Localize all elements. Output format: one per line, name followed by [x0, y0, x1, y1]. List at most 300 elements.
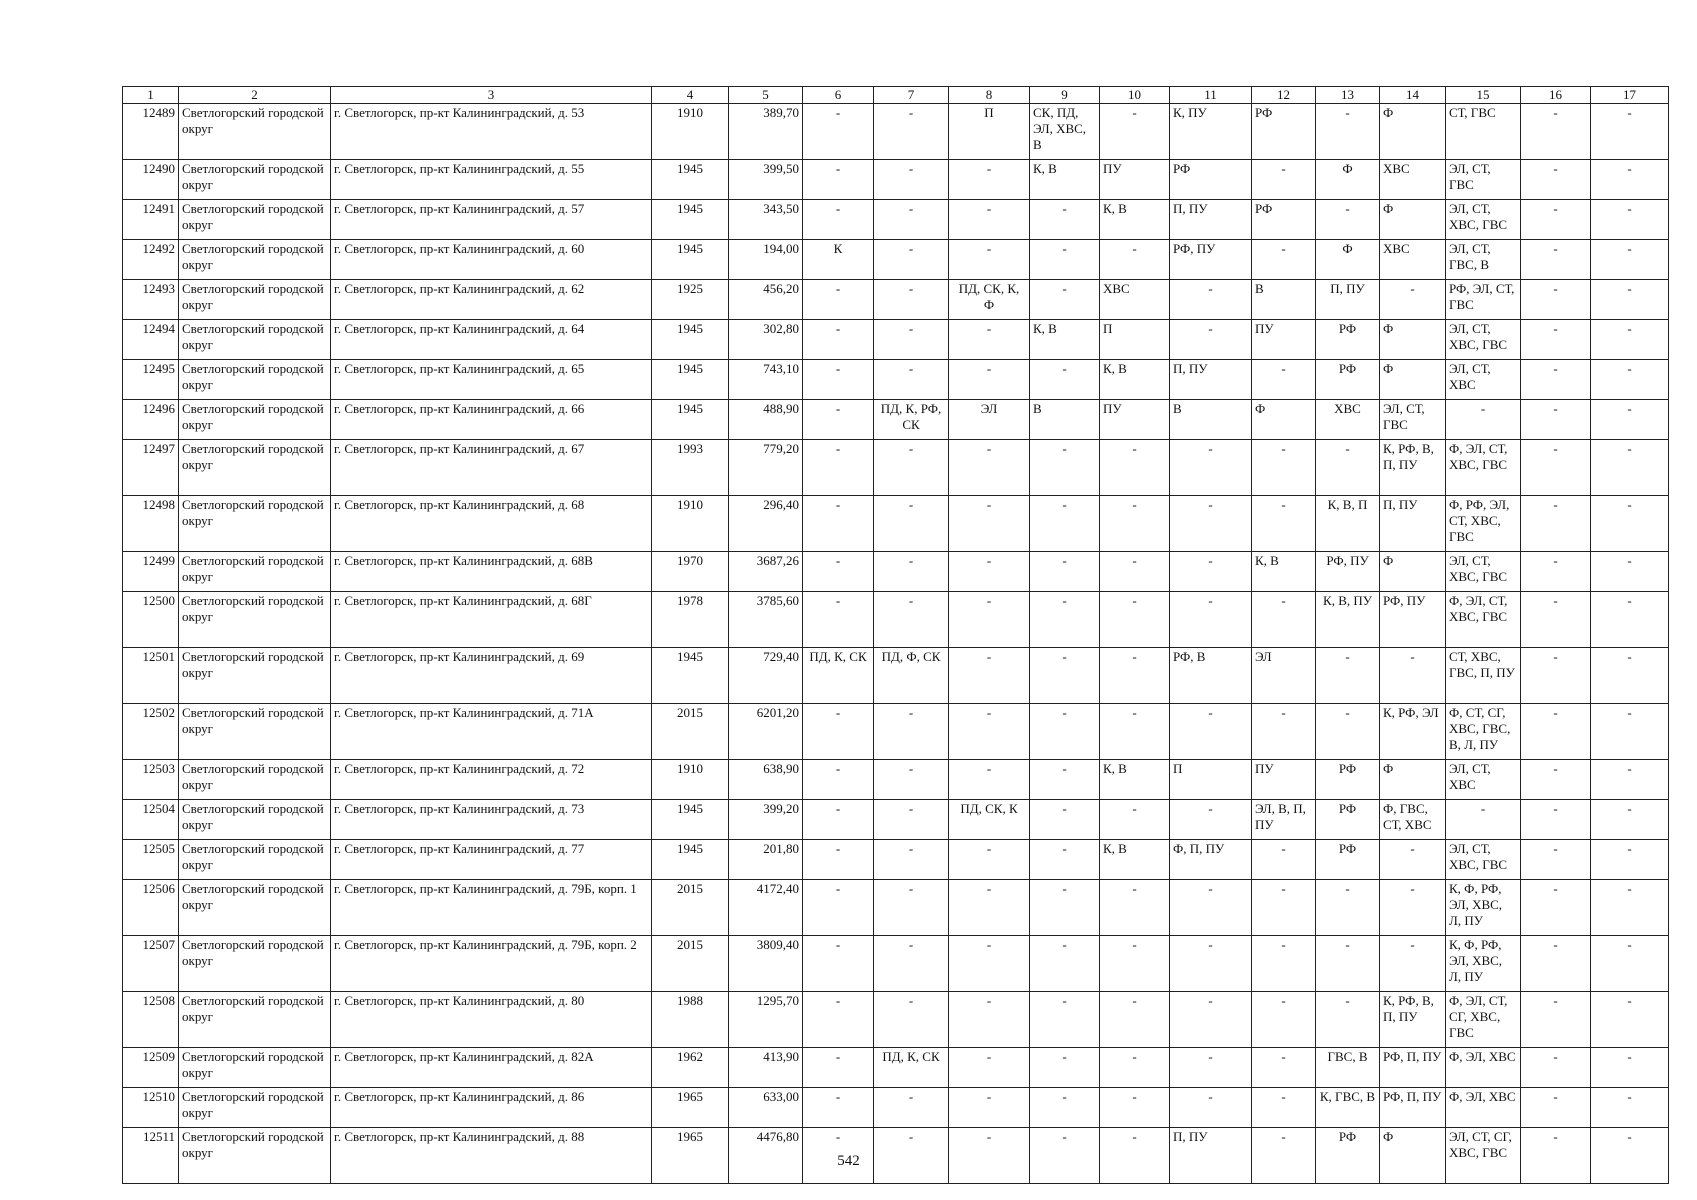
table-cell: К, В [1100, 200, 1170, 240]
table-cell: - [1030, 880, 1100, 936]
table-cell: РФ [1316, 320, 1380, 360]
table-cell: - [803, 400, 874, 440]
table-cell: - [1100, 240, 1170, 280]
table-cell: - [1252, 704, 1316, 760]
table-cell: Светлогорский городской округ [179, 104, 331, 160]
table-cell: 4172,40 [729, 880, 803, 936]
table-cell: ХВС [1380, 240, 1446, 280]
table-cell: - [874, 104, 949, 160]
table-cell: г. Светлогорск, пр-кт Калининградский, д. 79Б, корп. 1 [331, 880, 652, 936]
table-cell: ПД, СК, К [949, 800, 1030, 840]
table-cell: 12491 [123, 200, 179, 240]
table-cell: 2015 [652, 704, 729, 760]
table-cell: - [1170, 800, 1252, 840]
table-cell: - [1521, 704, 1591, 760]
table-cell: 12503 [123, 760, 179, 800]
table-cell: 12495 [123, 360, 179, 400]
table-cell: - [1521, 1048, 1591, 1088]
table-cell: 1945 [652, 400, 729, 440]
table-cell: - [1030, 936, 1100, 992]
table-cell: - [803, 280, 874, 320]
table-cell: - [1591, 280, 1669, 320]
table-cell: - [874, 592, 949, 648]
table-cell: Ф, ЭЛ, ХВС [1446, 1088, 1521, 1128]
table-cell: г. Светлогорск, пр-кт Калининградский, д. 68Г [331, 592, 652, 648]
table-cell: - [1100, 552, 1170, 592]
table-cell: - [949, 880, 1030, 936]
table-cell: 194,00 [729, 240, 803, 280]
table-cell: Ф, ЭЛ, ХВС [1446, 1048, 1521, 1088]
table-row [123, 200, 1669, 240]
column-header: 3 [331, 87, 652, 104]
column-header: 2 [179, 87, 331, 104]
table-cell: - [949, 440, 1030, 496]
table-cell: РФ [1252, 104, 1316, 160]
table-cell: - [1252, 936, 1316, 992]
data-table [122, 86, 1669, 1184]
table-cell: - [1591, 320, 1669, 360]
table-cell: Ф [1252, 400, 1316, 440]
table-cell: - [803, 200, 874, 240]
table-cell: 12497 [123, 440, 179, 496]
table-cell: - [1170, 592, 1252, 648]
table-cell: - [1100, 440, 1170, 496]
table-cell: - [1252, 160, 1316, 200]
table-cell: - [1591, 880, 1669, 936]
table-cell: - [1380, 840, 1446, 880]
table-cell: - [1591, 648, 1669, 704]
table-cell: - [1252, 440, 1316, 496]
table-cell: 12502 [123, 704, 179, 760]
table-cell: Ф [1380, 1128, 1446, 1184]
table-cell: 1970 [652, 552, 729, 592]
table-cell: 399,20 [729, 800, 803, 840]
table-cell: - [1030, 992, 1100, 1048]
table-cell: 1978 [652, 592, 729, 648]
table-cell: - [949, 760, 1030, 800]
table-cell: ПД, Ф, СК [874, 648, 949, 704]
table-cell: - [949, 1128, 1030, 1184]
table-cell: 1945 [652, 160, 729, 200]
table-cell: - [874, 160, 949, 200]
table-row [123, 800, 1669, 840]
column-header: 6 [803, 87, 874, 104]
table-cell: Светлогорский городской округ [179, 592, 331, 648]
table-cell: Светлогорский городской округ [179, 400, 331, 440]
table-cell: 399,50 [729, 160, 803, 200]
table-cell: - [1591, 992, 1669, 1048]
table-cell: 456,20 [729, 280, 803, 320]
table-cell: 12493 [123, 280, 179, 320]
table-cell: Светлогорский городской округ [179, 840, 331, 880]
table-cell: - [1591, 800, 1669, 840]
table-cell: 1965 [652, 1128, 729, 1184]
table-cell: 1945 [652, 800, 729, 840]
table-cell: - [1591, 592, 1669, 648]
table-cell: К, РФ, ЭЛ [1380, 704, 1446, 760]
table-cell: ЭЛ, СТ, ХВС [1446, 360, 1521, 400]
table-cell: 3785,60 [729, 592, 803, 648]
table-cell: - [1380, 648, 1446, 704]
table-cell: - [1030, 800, 1100, 840]
table-cell: - [803, 760, 874, 800]
table-cell: - [1252, 1088, 1316, 1128]
table-cell: 12489 [123, 104, 179, 160]
table-cell: РФ, ЭЛ, СТ, ГВС [1446, 280, 1521, 320]
table-cell: - [1030, 552, 1100, 592]
table-cell: 1965 [652, 1088, 729, 1128]
table-cell: - [1030, 592, 1100, 648]
table-cell: Ф, РФ, ЭЛ, СТ, ХВС, ГВС [1446, 496, 1521, 552]
table-cell: - [803, 592, 874, 648]
table-cell: - [874, 496, 949, 552]
table-cell: - [1521, 880, 1591, 936]
table-cell: 12505 [123, 840, 179, 880]
table-cell: РФ, В [1170, 648, 1252, 704]
table-cell: В [1170, 400, 1252, 440]
table-cell: - [1316, 104, 1380, 160]
table-cell: - [949, 320, 1030, 360]
table-cell: К, В [1100, 360, 1170, 400]
table-cell: - [1316, 936, 1380, 992]
table-cell: ЭЛ, В, П, ПУ [1252, 800, 1316, 840]
table-row [123, 552, 1669, 592]
table-cell: - [803, 496, 874, 552]
table-cell: - [1170, 936, 1252, 992]
table-cell: - [1252, 496, 1316, 552]
table-cell: - [1252, 880, 1316, 936]
table-cell: 12511 [123, 1128, 179, 1184]
table-cell: 12492 [123, 240, 179, 280]
table-cell: 743,10 [729, 360, 803, 400]
table-cell: - [1316, 648, 1380, 704]
table-cell: - [874, 800, 949, 840]
table-cell: - [874, 880, 949, 936]
table-row [123, 840, 1669, 880]
table-cell: г. Светлогорск, пр-кт Калининградский, д. 68В [331, 552, 652, 592]
table-cell: РФ, ПУ [1316, 552, 1380, 592]
table-row [123, 992, 1669, 1048]
table-cell: ПД, СК, К, Ф [949, 280, 1030, 320]
table-cell: - [1521, 200, 1591, 240]
table-cell: К, В [1100, 760, 1170, 800]
table-cell: СТ, ХВС, ГВС, П, ПУ [1446, 648, 1521, 704]
column-header: 13 [1316, 87, 1380, 104]
table-cell: - [874, 1088, 949, 1128]
table-row [123, 320, 1669, 360]
table-cell: - [1252, 360, 1316, 400]
table-cell: РФ [1316, 800, 1380, 840]
table-body [123, 87, 1669, 1184]
column-header: 8 [949, 87, 1030, 104]
table-cell: 1295,70 [729, 992, 803, 1048]
table-cell: - [1100, 592, 1170, 648]
table-cell: - [1316, 992, 1380, 1048]
table-cell: г. Светлогорск, пр-кт Калининградский, д. 79Б, корп. 2 [331, 936, 652, 992]
table-cell: - [1100, 104, 1170, 160]
table-cell: - [803, 160, 874, 200]
table-cell: 2015 [652, 936, 729, 992]
table-cell: ХВС [1380, 160, 1446, 200]
table-cell: г. Светлогорск, пр-кт Калининградский, д. 80 [331, 992, 652, 1048]
table-cell: Ф [1380, 760, 1446, 800]
table-cell: 1945 [652, 648, 729, 704]
table-cell: - [1030, 360, 1100, 400]
table-cell: Ф [1316, 240, 1380, 280]
table-cell: Светлогорский городской округ [179, 800, 331, 840]
table-cell: - [1100, 1128, 1170, 1184]
table-cell: Светлогорский городской округ [179, 760, 331, 800]
table-cell: 1945 [652, 240, 729, 280]
table-cell: - [874, 240, 949, 280]
table-cell: Ф, ЭЛ, СТ, ХВС, ГВС [1446, 592, 1521, 648]
table-cell: РФ [1316, 760, 1380, 800]
table-cell: Светлогорский городской округ [179, 160, 331, 200]
table-cell: 633,00 [729, 1088, 803, 1128]
table-cell: - [1030, 648, 1100, 704]
table-cell: 12507 [123, 936, 179, 992]
table-cell: - [1170, 880, 1252, 936]
table-cell: - [1252, 1128, 1316, 1184]
table-cell: - [1170, 280, 1252, 320]
table-cell: - [803, 840, 874, 880]
table-cell: К, В, ПУ [1316, 592, 1380, 648]
table-cell: 12490 [123, 160, 179, 200]
table-cell: - [1252, 240, 1316, 280]
table-cell: - [1252, 840, 1316, 880]
table-cell: - [949, 496, 1030, 552]
table-cell: - [1591, 704, 1669, 760]
table-cell: - [1521, 936, 1591, 992]
table-cell: - [1521, 840, 1591, 880]
column-header: 10 [1100, 87, 1170, 104]
table-cell: - [803, 800, 874, 840]
table-cell: г. Светлогорск, пр-кт Калининградский, д. 71А [331, 704, 652, 760]
table-cell: 779,20 [729, 440, 803, 496]
table-cell: - [1521, 320, 1591, 360]
table-cell: - [1030, 1088, 1100, 1128]
table-cell: - [874, 552, 949, 592]
table-cell: ПУ [1100, 160, 1170, 200]
table-cell: 488,90 [729, 400, 803, 440]
table-cell: 1988 [652, 992, 729, 1048]
table-cell: - [949, 1048, 1030, 1088]
table-cell: ЭЛ, СТ, ГВС [1446, 160, 1521, 200]
table-cell: 389,70 [729, 104, 803, 160]
table-cell: - [1316, 440, 1380, 496]
table-row [123, 704, 1669, 760]
table-cell: - [1100, 936, 1170, 992]
table-cell: - [1521, 760, 1591, 800]
table-cell: РФ, ПУ [1380, 592, 1446, 648]
table-cell: ХВС [1316, 400, 1380, 440]
table-cell: 12496 [123, 400, 179, 440]
table-cell: Ф, СТ, СГ, ХВС, ГВС, В, Л, ПУ [1446, 704, 1521, 760]
table-cell: - [1030, 280, 1100, 320]
table-cell: Светлогорский городской округ [179, 704, 331, 760]
table-cell: - [1521, 360, 1591, 400]
table-cell: К, В [1252, 552, 1316, 592]
table-cell: 4476,80 [729, 1128, 803, 1184]
table-cell: П, ПУ [1380, 496, 1446, 552]
table-cell: - [1316, 880, 1380, 936]
table-cell: - [1591, 200, 1669, 240]
table-cell: 296,40 [729, 496, 803, 552]
header-row [123, 87, 1669, 104]
table-cell: Светлогорский городской округ [179, 880, 331, 936]
table-cell: ЭЛ, СТ, СГ, ХВС, ГВС [1446, 1128, 1521, 1184]
table-row [123, 760, 1669, 800]
table-cell: Светлогорский городской округ [179, 200, 331, 240]
table-cell: ПУ [1252, 320, 1316, 360]
table-cell: К [803, 240, 874, 280]
table-cell: - [1100, 800, 1170, 840]
table-cell: Светлогорский городской округ [179, 496, 331, 552]
table-cell: 12500 [123, 592, 179, 648]
table-cell: - [874, 280, 949, 320]
table-cell: - [1316, 704, 1380, 760]
table-cell: - [803, 704, 874, 760]
table-cell: В [1030, 400, 1100, 440]
table-cell: 201,80 [729, 840, 803, 880]
table-cell: - [1591, 840, 1669, 880]
table-cell: 343,50 [729, 200, 803, 240]
table-cell: - [1591, 760, 1669, 800]
column-header: 17 [1591, 87, 1669, 104]
table-cell: - [949, 360, 1030, 400]
table-cell: г. Светлогорск, пр-кт Калининградский, д. 69 [331, 648, 652, 704]
table-cell: - [1521, 280, 1591, 320]
table-cell: - [949, 648, 1030, 704]
table-cell: - [1100, 1088, 1170, 1128]
page-number: 542 [837, 1153, 860, 1169]
table-cell: - [1030, 840, 1100, 880]
table-cell: 12506 [123, 880, 179, 936]
table-cell: - [874, 320, 949, 360]
table-cell: Светлогорский городской округ [179, 992, 331, 1048]
table-cell: 12494 [123, 320, 179, 360]
table-cell: - [803, 1048, 874, 1088]
table-cell: - [1030, 496, 1100, 552]
table-cell: - [1100, 648, 1170, 704]
table-cell: 1910 [652, 496, 729, 552]
column-header: 14 [1380, 87, 1446, 104]
table-cell: - [1591, 240, 1669, 280]
table-cell: К, РФ, В, П, ПУ [1380, 440, 1446, 496]
table-cell: - [803, 992, 874, 1048]
table-row [123, 280, 1669, 320]
table-cell: 729,40 [729, 648, 803, 704]
column-header: 16 [1521, 87, 1591, 104]
table-cell: К, Ф, РФ, ЭЛ, ХВС, Л, ПУ [1446, 936, 1521, 992]
table-cell: - [1170, 552, 1252, 592]
table-cell: - [1030, 1128, 1100, 1184]
table-cell: - [1591, 1128, 1669, 1184]
table-cell: ПД, К, СК [874, 1048, 949, 1088]
table-cell: - [949, 936, 1030, 992]
table-cell: - [1170, 496, 1252, 552]
table-cell: Ф [1380, 104, 1446, 160]
table-row [123, 104, 1669, 160]
table-cell: Ф, П, ПУ [1170, 840, 1252, 880]
table-cell: ЭЛ, СТ, ХВС, ГВС [1446, 320, 1521, 360]
table-cell: П [1170, 760, 1252, 800]
table-cell: Ф [1380, 360, 1446, 400]
table-cell: - [1591, 1048, 1669, 1088]
table-cell: - [1521, 240, 1591, 280]
table-cell: - [949, 592, 1030, 648]
table-cell: - [949, 1088, 1030, 1128]
table-cell: - [1591, 104, 1669, 160]
table-cell: - [1521, 648, 1591, 704]
table-cell: К, ПУ [1170, 104, 1252, 160]
table-row [123, 496, 1669, 552]
table-cell: ЭЛ, СТ, ХВС, ГВС [1446, 552, 1521, 592]
table-cell: - [1170, 1048, 1252, 1088]
table-cell: - [1170, 1088, 1252, 1128]
table-cell: 1945 [652, 200, 729, 240]
table-cell: - [949, 840, 1030, 880]
table-cell: - [1252, 992, 1316, 1048]
table-cell: - [1030, 440, 1100, 496]
table-cell: СТ, ГВС [1446, 104, 1521, 160]
table-cell: РФ [1170, 160, 1252, 200]
table-cell: - [1521, 592, 1591, 648]
table-cell: Ф [1380, 320, 1446, 360]
table-row [123, 1088, 1669, 1128]
table-cell: - [803, 1128, 874, 1184]
table-cell: 1925 [652, 280, 729, 320]
table-cell: - [874, 440, 949, 496]
table-cell: 1910 [652, 104, 729, 160]
table-cell: - [1170, 440, 1252, 496]
table-cell: - [874, 200, 949, 240]
table-cell: - [1521, 552, 1591, 592]
table-cell: 1945 [652, 840, 729, 880]
table-cell: г. Светлогорск, пр-кт Калининградский, д. 88 [331, 1128, 652, 1184]
table-cell: 413,90 [729, 1048, 803, 1088]
table-cell: 1993 [652, 440, 729, 496]
table-cell: г. Светлогорск, пр-кт Калининградский, д. 73 [331, 800, 652, 840]
table-cell: П, ПУ [1170, 360, 1252, 400]
table-cell: Ф [1380, 200, 1446, 240]
table-cell: - [1252, 1048, 1316, 1088]
table-cell: 12504 [123, 800, 179, 840]
table-cell: - [1170, 320, 1252, 360]
table-cell: г. Светлогорск, пр-кт Калининградский, д. 62 [331, 280, 652, 320]
table-cell: 3687,26 [729, 552, 803, 592]
table-cell: ПД, К, СК [803, 648, 874, 704]
table-cell: - [1591, 552, 1669, 592]
table-cell: г. Светлогорск, пр-кт Калининградский, д. 57 [331, 200, 652, 240]
table-cell: - [874, 760, 949, 800]
table-cell: г. Светлогорск, пр-кт Калининградский, д. 55 [331, 160, 652, 200]
table-cell: РФ [1316, 1128, 1380, 1184]
table-cell: П, ПУ [1170, 1128, 1252, 1184]
table-cell: - [1170, 704, 1252, 760]
column-header: 7 [874, 87, 949, 104]
table-cell: - [1100, 496, 1170, 552]
table-cell: - [1380, 280, 1446, 320]
table-row [123, 440, 1669, 496]
table-cell: К, ГВС, В [1316, 1088, 1380, 1128]
table-cell: - [1521, 496, 1591, 552]
column-header: 15 [1446, 87, 1521, 104]
table-cell: г. Светлогорск, пр-кт Калининградский, д. 67 [331, 440, 652, 496]
table-cell: г. Светлогорск, пр-кт Калининградский, д. 82А [331, 1048, 652, 1088]
column-header: 12 [1252, 87, 1316, 104]
table-cell: - [1170, 992, 1252, 1048]
